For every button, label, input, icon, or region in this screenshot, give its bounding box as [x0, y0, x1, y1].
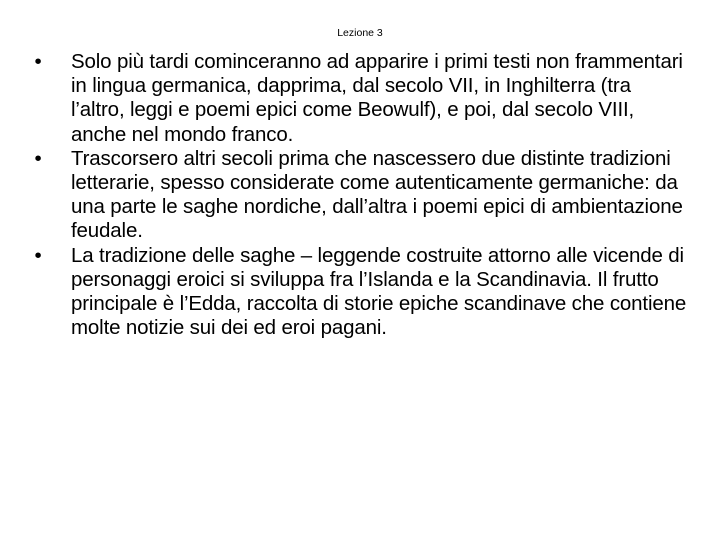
bullet-text: Trascorsero altri secoli prima che nascessero due distinte tradizioni letterarie, spesso considerate come autenticamente germaniche: da una parte le saghe nordiche, dall’altra i poemi epici di ambientazione feudale. [71, 146, 683, 243]
bullet-icon: • [34, 146, 42, 170]
bullet-list [28, 50, 688, 340]
bullet-icon: • [34, 243, 42, 267]
slide-title: Lezione 3 [337, 27, 383, 39]
bullet-text: Solo più tardi cominceranno ad apparire i primi testi non frammentari in lingua germanica, dapprima, dal secolo VII, in Inghilterra (tra l’altro, leggi e poemi epici come Beowulf), e poi, dal secolo VIII, anche nel mondo franco. [71, 50, 683, 146]
bullet-icon: • [34, 50, 42, 73]
bullet-item-2 [28, 147, 688, 244]
bullet-text: La tradizione delle saghe – leggende costruite attorno alle vicende di personaggi eroici si sviluppa fra l’Islanda e la Scandinavia. Il frutto principale è l’Edda, raccolta di storie epiche scandinave che contiene molte notizie sui dei ed eroi pagani. [71, 243, 687, 340]
bullet-item-1 [28, 50, 688, 147]
bullet-item-3 [28, 244, 688, 341]
